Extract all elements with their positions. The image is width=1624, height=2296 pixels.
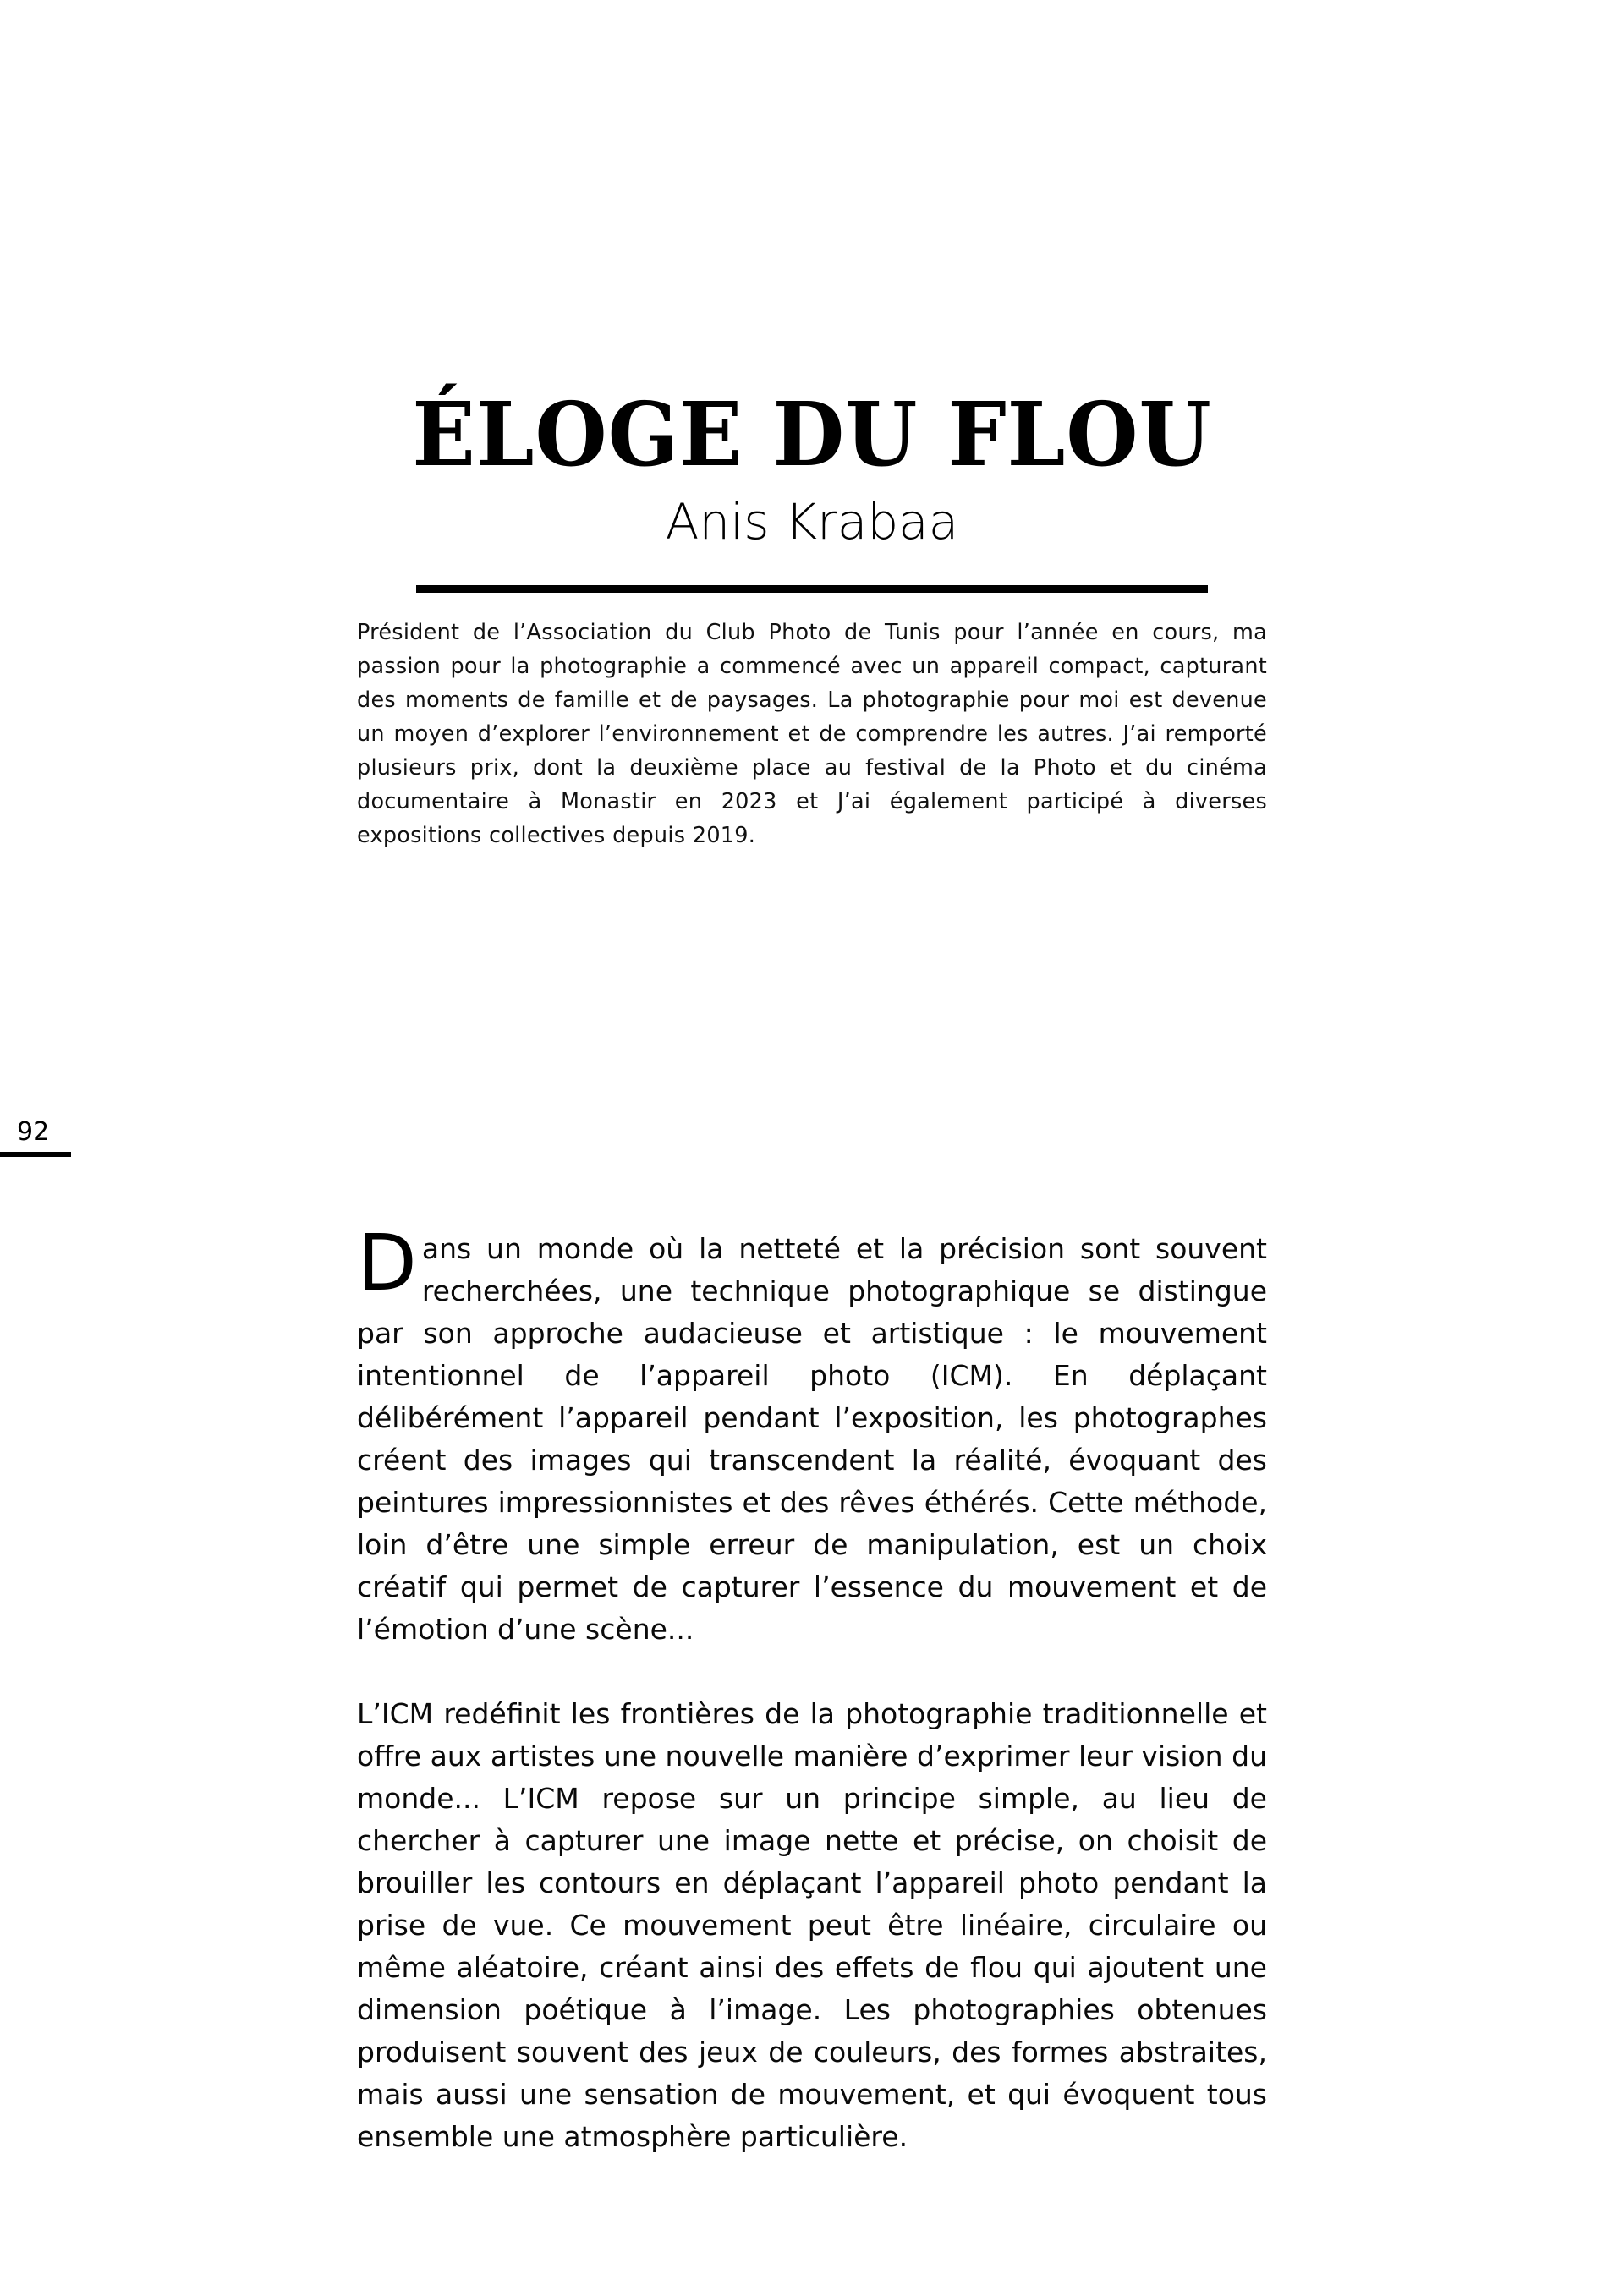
- article-masthead: [357, 382, 1267, 551]
- body-paragraph-1-text: ans un monde où la netteté et la précision sont souvent recherchées, une technique photographique se distingue par son approche audacieuse et artistique : le mouvement intentionnel de l’appareil photo (ICM). En déplaçant délibérément l’appareil pendant l’exposition, les photographes créent des images qui transcendent la réalité, évoquant des peintures impressionnistes et des rêves éthérés. Cette méthode, loin d’être une simple erreur de manipulation, est un choix créatif qui permet de capturer l’essence du mouvement et de l’émotion d’une scène...: [357, 1232, 1267, 1646]
- page-title: ÉLOGE DU FLOU: [412, 382, 1212, 486]
- author-bio-text: Président de l’Association du Club Photo de Tunis pour l’année en cours, ma passion pour la photographie a commencé avec un appareil compact, capturant des moments de famille et de paysages. La photographie pour moi est devenue un moyen d’explorer l’environnement et de comprendre les autres. J’ai remporté plusieurs prix, dont la deuxième place au festival de la Photo et du cinéma documentaire à Monastir en 2023 et J’ai également participé à diverses expositions collectives depuis 2019.: [357, 620, 1267, 848]
- title-divider-rule: [416, 585, 1208, 593]
- article-body: [357, 1218, 1267, 2158]
- body-paragraph-2: L’ICM redéfinit les frontières de la photographie traditionnelle et offre aux artistes une nouvelle manière d’exprimer leur vision du monde... L’ICM repose sur un principe simple, au lieu de chercher à capturer une image nette et précise, on choisit de brouiller les contours en déplaçant l’appareil photo pendant la prise de vue. Ce mouvement peut être linéaire, circulaire ou même aléatoire, créant ainsi des effets de flou qui ajoutent une dimension poétique à l’image. Les photographies obtenues produisent souvent des jeux de couleurs, des formes abstraites, mais aussi une sensation de mouvement, et qui évoquent tous ensemble une atmosphère particulière.: [357, 1697, 1267, 2153]
- folio-rule: [0, 1152, 71, 1157]
- author-bio-block: [357, 616, 1267, 852]
- body-paragraph-1: [357, 1218, 1267, 1651]
- drop-cap: D: [357, 1218, 417, 1308]
- article-byline: Anis Krabaa: [665, 493, 959, 551]
- page-number: 92: [17, 1117, 50, 1147]
- folio: [0, 1118, 102, 1147]
